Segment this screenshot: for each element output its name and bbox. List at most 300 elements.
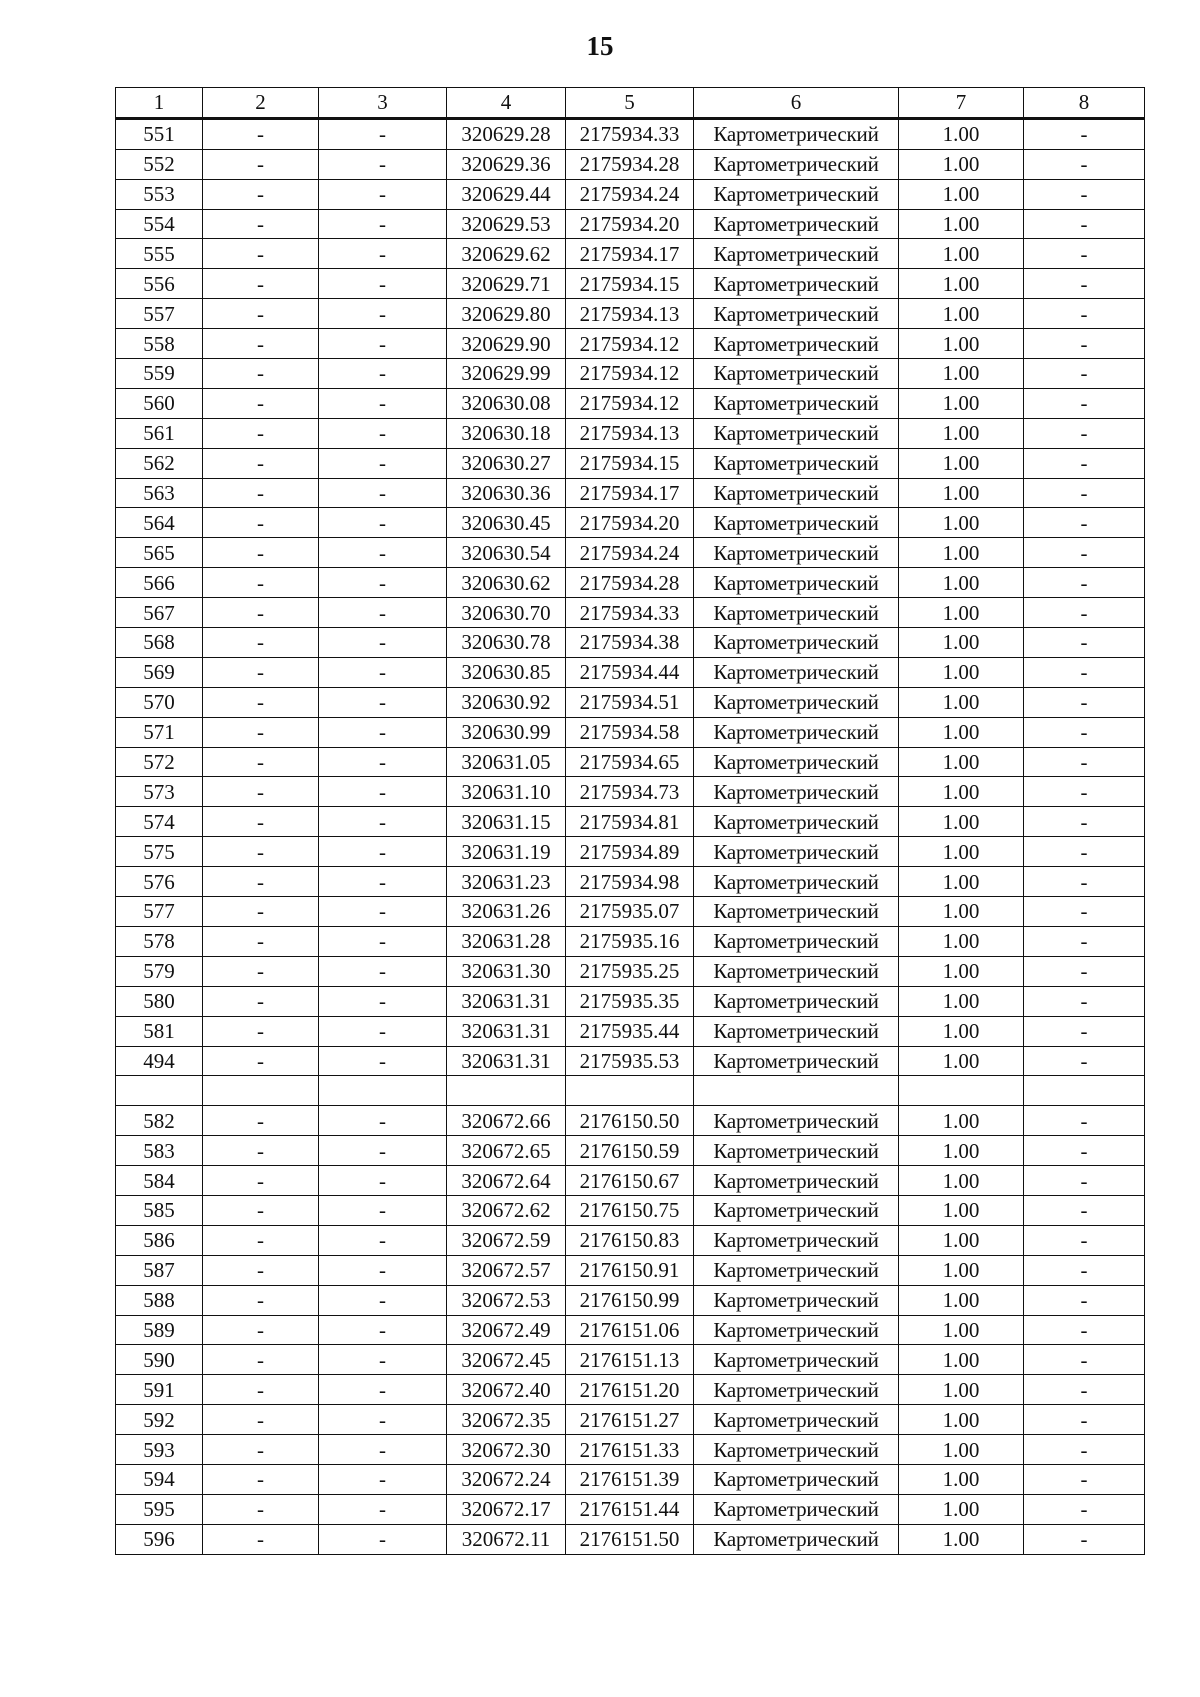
method-cell: Картометрический	[694, 717, 899, 747]
col-3-value-cell: -	[319, 1106, 447, 1136]
y-coordinate-cell: 2176151.13	[566, 1345, 694, 1375]
y-coordinate-cell: 2176151.27	[566, 1405, 694, 1435]
col-8-value-cell: -	[1024, 1016, 1145, 1046]
accuracy-cell: 1.00	[899, 179, 1024, 209]
x-coordinate-cell: 320630.92	[447, 687, 566, 717]
col-3-value-cell: -	[319, 1345, 447, 1375]
point-number-cell: 561	[116, 418, 203, 448]
col-3-value-cell: -	[319, 747, 447, 777]
x-coordinate-cell: 320630.27	[447, 448, 566, 478]
accuracy-cell: 1.00	[899, 897, 1024, 927]
col-2-value-cell: -	[203, 777, 319, 807]
method-cell: Картометрический	[694, 687, 899, 717]
accuracy-cell: 1.00	[899, 1405, 1024, 1435]
col-3-value-cell: -	[319, 179, 447, 209]
accuracy-cell: 1.00	[899, 747, 1024, 777]
col-8-value-cell: -	[1024, 359, 1145, 389]
col-3-value-cell: -	[319, 149, 447, 179]
method-cell: Картометрический	[694, 747, 899, 777]
x-coordinate-cell: 320631.19	[447, 837, 566, 867]
table-row	[116, 1225, 1145, 1255]
col-3-value-cell: -	[319, 807, 447, 837]
col-2-value-cell: -	[203, 239, 319, 269]
accuracy-cell: 1.00	[899, 508, 1024, 538]
col-2-value-cell: -	[203, 837, 319, 867]
col-2-value-cell: -	[203, 747, 319, 777]
col-8-value-cell: -	[1024, 329, 1145, 359]
y-coordinate-cell: 2175934.24	[566, 179, 694, 209]
method-cell: Картометрический	[694, 179, 899, 209]
method-cell: Картометрический	[694, 1166, 899, 1196]
col-8-value-cell: -	[1024, 1166, 1145, 1196]
col-2-value-cell: -	[203, 1255, 319, 1285]
x-coordinate-cell: 320631.31	[447, 986, 566, 1016]
x-coordinate-cell: 320631.28	[447, 926, 566, 956]
method-cell: Картометрический	[694, 1405, 899, 1435]
accuracy-cell: 1.00	[899, 1046, 1024, 1076]
table-row	[116, 448, 1145, 478]
table-row	[116, 269, 1145, 299]
point-number-cell: 584	[116, 1166, 203, 1196]
x-coordinate-cell	[447, 1076, 566, 1106]
col-3-value-cell: -	[319, 538, 447, 568]
point-number-cell: 572	[116, 747, 203, 777]
y-coordinate-cell: 2175934.38	[566, 628, 694, 658]
accuracy-cell: 1.00	[899, 1375, 1024, 1405]
y-coordinate-cell: 2176150.50	[566, 1106, 694, 1136]
point-number-cell: 555	[116, 239, 203, 269]
col-3-value-cell: -	[319, 1315, 447, 1345]
col-2-value-cell: -	[203, 1315, 319, 1345]
point-number-cell: 588	[116, 1285, 203, 1315]
col-8-value-cell: -	[1024, 657, 1145, 687]
col-2-value-cell: -	[203, 508, 319, 538]
accuracy-cell: 1.00	[899, 687, 1024, 717]
method-cell: Картометрический	[694, 239, 899, 269]
method-cell: Картометрический	[694, 1136, 899, 1166]
x-coordinate-cell: 320672.45	[447, 1345, 566, 1375]
method-cell: Картометрический	[694, 1285, 899, 1315]
col-3-value-cell: -	[319, 329, 447, 359]
method-cell: Картометрический	[694, 1494, 899, 1524]
col-8-value-cell: -	[1024, 269, 1145, 299]
y-coordinate-cell: 2176151.33	[566, 1435, 694, 1465]
x-coordinate-cell: 320630.18	[447, 418, 566, 448]
x-coordinate-cell: 320629.36	[447, 149, 566, 179]
point-number-cell: 574	[116, 807, 203, 837]
accuracy-cell: 1.00	[899, 1106, 1024, 1136]
accuracy-cell: 1.00	[899, 1524, 1024, 1554]
method-cell: Картометрический	[694, 508, 899, 538]
point-number-cell: 593	[116, 1435, 203, 1465]
accuracy-cell: 1.00	[899, 478, 1024, 508]
col-8-value-cell: -	[1024, 568, 1145, 598]
table-row	[116, 1435, 1145, 1465]
x-coordinate-cell: 320629.44	[447, 179, 566, 209]
col-3-value-cell: -	[319, 239, 447, 269]
y-coordinate-cell: 2175934.17	[566, 239, 694, 269]
y-coordinate-cell: 2175934.33	[566, 118, 694, 149]
y-coordinate-cell: 2176150.99	[566, 1285, 694, 1315]
method-cell: Картометрический	[694, 1225, 899, 1255]
y-coordinate-cell: 2175934.73	[566, 777, 694, 807]
x-coordinate-cell: 320631.23	[447, 867, 566, 897]
table-row	[116, 926, 1145, 956]
point-number-cell: 586	[116, 1225, 203, 1255]
point-number-cell: 573	[116, 777, 203, 807]
y-coordinate-cell: 2176151.50	[566, 1524, 694, 1554]
x-coordinate-cell: 320672.24	[447, 1464, 566, 1494]
col-2-value-cell: -	[203, 118, 319, 149]
accuracy-cell: 1.00	[899, 807, 1024, 837]
col-3-value-cell: -	[319, 448, 447, 478]
y-coordinate-cell: 2175934.65	[566, 747, 694, 777]
point-number-cell: 566	[116, 568, 203, 598]
method-cell: Картометрический	[694, 359, 899, 389]
col-3-value-cell: -	[319, 1195, 447, 1225]
col-3-value-cell: -	[319, 717, 447, 747]
col-3-value-cell: -	[319, 209, 447, 239]
col-3-value-cell: -	[319, 628, 447, 658]
col-2-value-cell: -	[203, 807, 319, 837]
col-8-value-cell: -	[1024, 986, 1145, 1016]
col-3-value-cell: -	[319, 1494, 447, 1524]
table-row	[116, 1046, 1145, 1076]
col-3-value-cell: -	[319, 598, 447, 628]
table-row	[116, 239, 1145, 269]
col-8-value-cell: -	[1024, 687, 1145, 717]
y-coordinate-cell: 2175934.44	[566, 657, 694, 687]
column-header-5: 5	[566, 88, 694, 119]
col-2-value-cell: -	[203, 209, 319, 239]
column-header-7: 7	[899, 88, 1024, 119]
col-2-value-cell: -	[203, 1494, 319, 1524]
accuracy-cell: 1.00	[899, 1255, 1024, 1285]
col-2-value-cell: -	[203, 926, 319, 956]
col-2-value-cell: -	[203, 478, 319, 508]
table-row	[116, 149, 1145, 179]
table-row	[116, 598, 1145, 628]
method-cell: Картометрический	[694, 956, 899, 986]
method-cell: Картометрический	[694, 657, 899, 687]
x-coordinate-cell: 320630.99	[447, 717, 566, 747]
column-header-2: 2	[203, 88, 319, 119]
method-cell: Картометрический	[694, 269, 899, 299]
y-coordinate-cell: 2176150.67	[566, 1166, 694, 1196]
accuracy-cell: 1.00	[899, 418, 1024, 448]
col-2-value-cell: -	[203, 1166, 319, 1196]
x-coordinate-cell: 320672.59	[447, 1225, 566, 1255]
col-3-value-cell: -	[319, 1225, 447, 1255]
accuracy-cell	[899, 1076, 1024, 1106]
col-2-value-cell: -	[203, 956, 319, 986]
point-number-cell: 565	[116, 538, 203, 568]
col-3-value-cell: -	[319, 1435, 447, 1465]
table-row	[116, 1524, 1145, 1554]
x-coordinate-cell: 320630.62	[447, 568, 566, 598]
col-8-value-cell: -	[1024, 1136, 1145, 1166]
col-3-value-cell: -	[319, 837, 447, 867]
y-coordinate-cell: 2175935.53	[566, 1046, 694, 1076]
y-coordinate-cell: 2175934.13	[566, 299, 694, 329]
table-row	[116, 329, 1145, 359]
column-header-6: 6	[694, 88, 899, 119]
method-cell: Картометрический	[694, 1464, 899, 1494]
col-3-value-cell: -	[319, 1136, 447, 1166]
accuracy-cell: 1.00	[899, 149, 1024, 179]
table-row	[116, 837, 1145, 867]
col-3-value-cell: -	[319, 687, 447, 717]
col-8-value-cell: -	[1024, 1375, 1145, 1405]
col-8-value-cell: -	[1024, 598, 1145, 628]
col-8-value-cell: -	[1024, 717, 1145, 747]
accuracy-cell: 1.00	[899, 867, 1024, 897]
table-row	[116, 359, 1145, 389]
accuracy-cell: 1.00	[899, 209, 1024, 239]
col-2-value-cell: -	[203, 359, 319, 389]
y-coordinate-cell: 2175934.17	[566, 478, 694, 508]
page-number: 15	[586, 31, 614, 61]
y-coordinate-cell: 2175934.12	[566, 359, 694, 389]
col-2-value-cell: -	[203, 717, 319, 747]
method-cell: Картометрический	[694, 986, 899, 1016]
method-cell: Картометрический	[694, 538, 899, 568]
method-cell: Картометрический	[694, 388, 899, 418]
table-row	[116, 508, 1145, 538]
col-8-value-cell: -	[1024, 926, 1145, 956]
method-cell: Картометрический	[694, 118, 899, 149]
col-8-value-cell: -	[1024, 837, 1145, 867]
x-coordinate-cell: 320672.53	[447, 1285, 566, 1315]
col-3-value-cell: -	[319, 926, 447, 956]
table-row	[116, 986, 1145, 1016]
method-cell: Картометрический	[694, 1345, 899, 1375]
y-coordinate-cell: 2175934.81	[566, 807, 694, 837]
y-coordinate-cell: 2176151.44	[566, 1494, 694, 1524]
col-3-value-cell: -	[319, 1046, 447, 1076]
x-coordinate-cell: 320631.26	[447, 897, 566, 927]
accuracy-cell: 1.00	[899, 1464, 1024, 1494]
col-2-value-cell: -	[203, 1225, 319, 1255]
col-2-value-cell: -	[203, 598, 319, 628]
table-row	[116, 1166, 1145, 1196]
col-3-value-cell: -	[319, 1016, 447, 1046]
x-coordinate-cell: 320631.15	[447, 807, 566, 837]
col-8-value-cell: -	[1024, 478, 1145, 508]
accuracy-cell: 1.00	[899, 568, 1024, 598]
col-2-value-cell: -	[203, 1464, 319, 1494]
col-3-value-cell: -	[319, 1255, 447, 1285]
point-number-cell: 582	[116, 1106, 203, 1136]
table-row	[116, 657, 1145, 687]
accuracy-cell: 1.00	[899, 118, 1024, 149]
method-cell: Картометрический	[694, 926, 899, 956]
col-3-value-cell: -	[319, 986, 447, 1016]
y-coordinate-cell: 2175934.20	[566, 508, 694, 538]
col-8-value-cell: -	[1024, 1255, 1145, 1285]
point-number-cell: 556	[116, 269, 203, 299]
col-8-value-cell: -	[1024, 418, 1145, 448]
col-3-value-cell: -	[319, 508, 447, 538]
col-2-value-cell: -	[203, 1524, 319, 1554]
y-coordinate-cell: 2176150.83	[566, 1225, 694, 1255]
y-coordinate-cell: 2175935.25	[566, 956, 694, 986]
table-row	[116, 687, 1145, 717]
column-header-3: 3	[319, 88, 447, 119]
accuracy-cell: 1.00	[899, 837, 1024, 867]
table-row	[116, 299, 1145, 329]
x-coordinate-cell: 320672.65	[447, 1136, 566, 1166]
col-8-value-cell: -	[1024, 1046, 1145, 1076]
col-2-value-cell: -	[203, 179, 319, 209]
table-row	[116, 418, 1145, 448]
accuracy-cell: 1.00	[899, 1225, 1024, 1255]
y-coordinate-cell: 2176150.59	[566, 1136, 694, 1166]
method-cell: Картометрический	[694, 1195, 899, 1225]
point-number-cell: 592	[116, 1405, 203, 1435]
accuracy-cell: 1.00	[899, 1435, 1024, 1465]
x-coordinate-cell: 320672.17	[447, 1494, 566, 1524]
y-coordinate-cell: 2175935.44	[566, 1016, 694, 1046]
col-8-value-cell: -	[1024, 149, 1145, 179]
method-cell: Картометрический	[694, 568, 899, 598]
col-2-value-cell: -	[203, 867, 319, 897]
x-coordinate-cell: 320630.08	[447, 388, 566, 418]
accuracy-cell: 1.00	[899, 657, 1024, 687]
col-8-value-cell: -	[1024, 1405, 1145, 1435]
point-number-cell: 554	[116, 209, 203, 239]
x-coordinate-cell: 320672.64	[447, 1166, 566, 1196]
accuracy-cell: 1.00	[899, 1166, 1024, 1196]
col-8-value-cell: -	[1024, 1195, 1145, 1225]
col-3-value-cell: -	[319, 1375, 447, 1405]
x-coordinate-cell: 320672.35	[447, 1405, 566, 1435]
col-3-value-cell: -	[319, 657, 447, 687]
point-number-cell: 575	[116, 837, 203, 867]
col-8-value-cell: -	[1024, 1345, 1145, 1375]
table-row	[116, 179, 1145, 209]
accuracy-cell: 1.00	[899, 628, 1024, 658]
accuracy-cell: 1.00	[899, 299, 1024, 329]
accuracy-cell: 1.00	[899, 1494, 1024, 1524]
table-row	[116, 1285, 1145, 1315]
x-coordinate-cell: 320629.71	[447, 269, 566, 299]
col-2-value-cell: -	[203, 1405, 319, 1435]
method-cell: Картометрический	[694, 1255, 899, 1285]
point-number-cell: 596	[116, 1524, 203, 1554]
col-2-value-cell: -	[203, 1016, 319, 1046]
accuracy-cell: 1.00	[899, 777, 1024, 807]
col-2-value-cell	[203, 1076, 319, 1106]
table-row	[116, 1106, 1145, 1136]
y-coordinate-cell: 2175935.35	[566, 986, 694, 1016]
y-coordinate-cell: 2175934.98	[566, 867, 694, 897]
table-row	[116, 538, 1145, 568]
column-header-4: 4	[447, 88, 566, 119]
table-row	[116, 867, 1145, 897]
method-cell: Картометрический	[694, 329, 899, 359]
col-2-value-cell: -	[203, 1375, 319, 1405]
col-2-value-cell: -	[203, 299, 319, 329]
accuracy-cell: 1.00	[899, 329, 1024, 359]
x-coordinate-cell: 320631.05	[447, 747, 566, 777]
accuracy-cell: 1.00	[899, 1315, 1024, 1345]
accuracy-cell: 1.00	[899, 1136, 1024, 1166]
method-cell: Картометрический	[694, 448, 899, 478]
point-number-cell: 552	[116, 149, 203, 179]
col-2-value-cell: -	[203, 897, 319, 927]
x-coordinate-cell: 320629.80	[447, 299, 566, 329]
col-3-value-cell: -	[319, 897, 447, 927]
x-coordinate-cell: 320631.31	[447, 1046, 566, 1076]
col-2-value-cell: -	[203, 1195, 319, 1225]
x-coordinate-cell: 320672.49	[447, 1315, 566, 1345]
col-8-value-cell: -	[1024, 1494, 1145, 1524]
method-cell: Картометрический	[694, 478, 899, 508]
col-8-value-cell: -	[1024, 1315, 1145, 1345]
y-coordinate-cell: 2175934.20	[566, 209, 694, 239]
point-number-cell: 594	[116, 1464, 203, 1494]
col-3-value-cell: -	[319, 359, 447, 389]
method-cell: Картометрический	[694, 149, 899, 179]
x-coordinate-cell: 320672.30	[447, 1435, 566, 1465]
point-number-cell: 577	[116, 897, 203, 927]
col-2-value-cell: -	[203, 1046, 319, 1076]
accuracy-cell: 1.00	[899, 1285, 1024, 1315]
x-coordinate-cell: 320672.62	[447, 1195, 566, 1225]
point-number-cell	[116, 1076, 203, 1106]
col-2-value-cell: -	[203, 986, 319, 1016]
point-number-cell: 580	[116, 986, 203, 1016]
y-coordinate-cell: 2176151.39	[566, 1464, 694, 1494]
point-number-cell: 553	[116, 179, 203, 209]
table-row	[116, 568, 1145, 598]
col-3-value-cell: -	[319, 1524, 447, 1554]
col-8-value-cell: -	[1024, 747, 1145, 777]
x-coordinate-cell: 320630.78	[447, 628, 566, 658]
col-3-value-cell: -	[319, 388, 447, 418]
col-2-value-cell: -	[203, 448, 319, 478]
col-2-value-cell: -	[203, 628, 319, 658]
point-number-cell: 559	[116, 359, 203, 389]
column-header-1: 1	[116, 88, 203, 119]
col-3-value-cell: -	[319, 777, 447, 807]
method-cell: Картометрический	[694, 299, 899, 329]
table-row	[116, 956, 1145, 986]
table-row	[116, 478, 1145, 508]
point-number-cell: 563	[116, 478, 203, 508]
table-row	[116, 1255, 1145, 1285]
y-coordinate-cell: 2176151.06	[566, 1315, 694, 1345]
x-coordinate-cell: 320630.70	[447, 598, 566, 628]
col-3-value-cell: -	[319, 299, 447, 329]
point-number-cell: 551	[116, 118, 203, 149]
point-number-cell: 568	[116, 628, 203, 658]
x-coordinate-cell: 320672.11	[447, 1524, 566, 1554]
accuracy-cell: 1.00	[899, 448, 1024, 478]
y-coordinate-cell: 2175934.51	[566, 687, 694, 717]
col-8-value-cell	[1024, 1076, 1145, 1106]
point-number-cell: 587	[116, 1255, 203, 1285]
y-coordinate-cell: 2175935.16	[566, 926, 694, 956]
col-2-value-cell: -	[203, 1136, 319, 1166]
method-cell: Картометрический	[694, 1106, 899, 1136]
col-2-value-cell: -	[203, 657, 319, 687]
x-coordinate-cell: 320630.85	[447, 657, 566, 687]
col-8-value-cell: -	[1024, 239, 1145, 269]
method-cell: Картометрический	[694, 837, 899, 867]
x-coordinate-cell: 320629.53	[447, 209, 566, 239]
